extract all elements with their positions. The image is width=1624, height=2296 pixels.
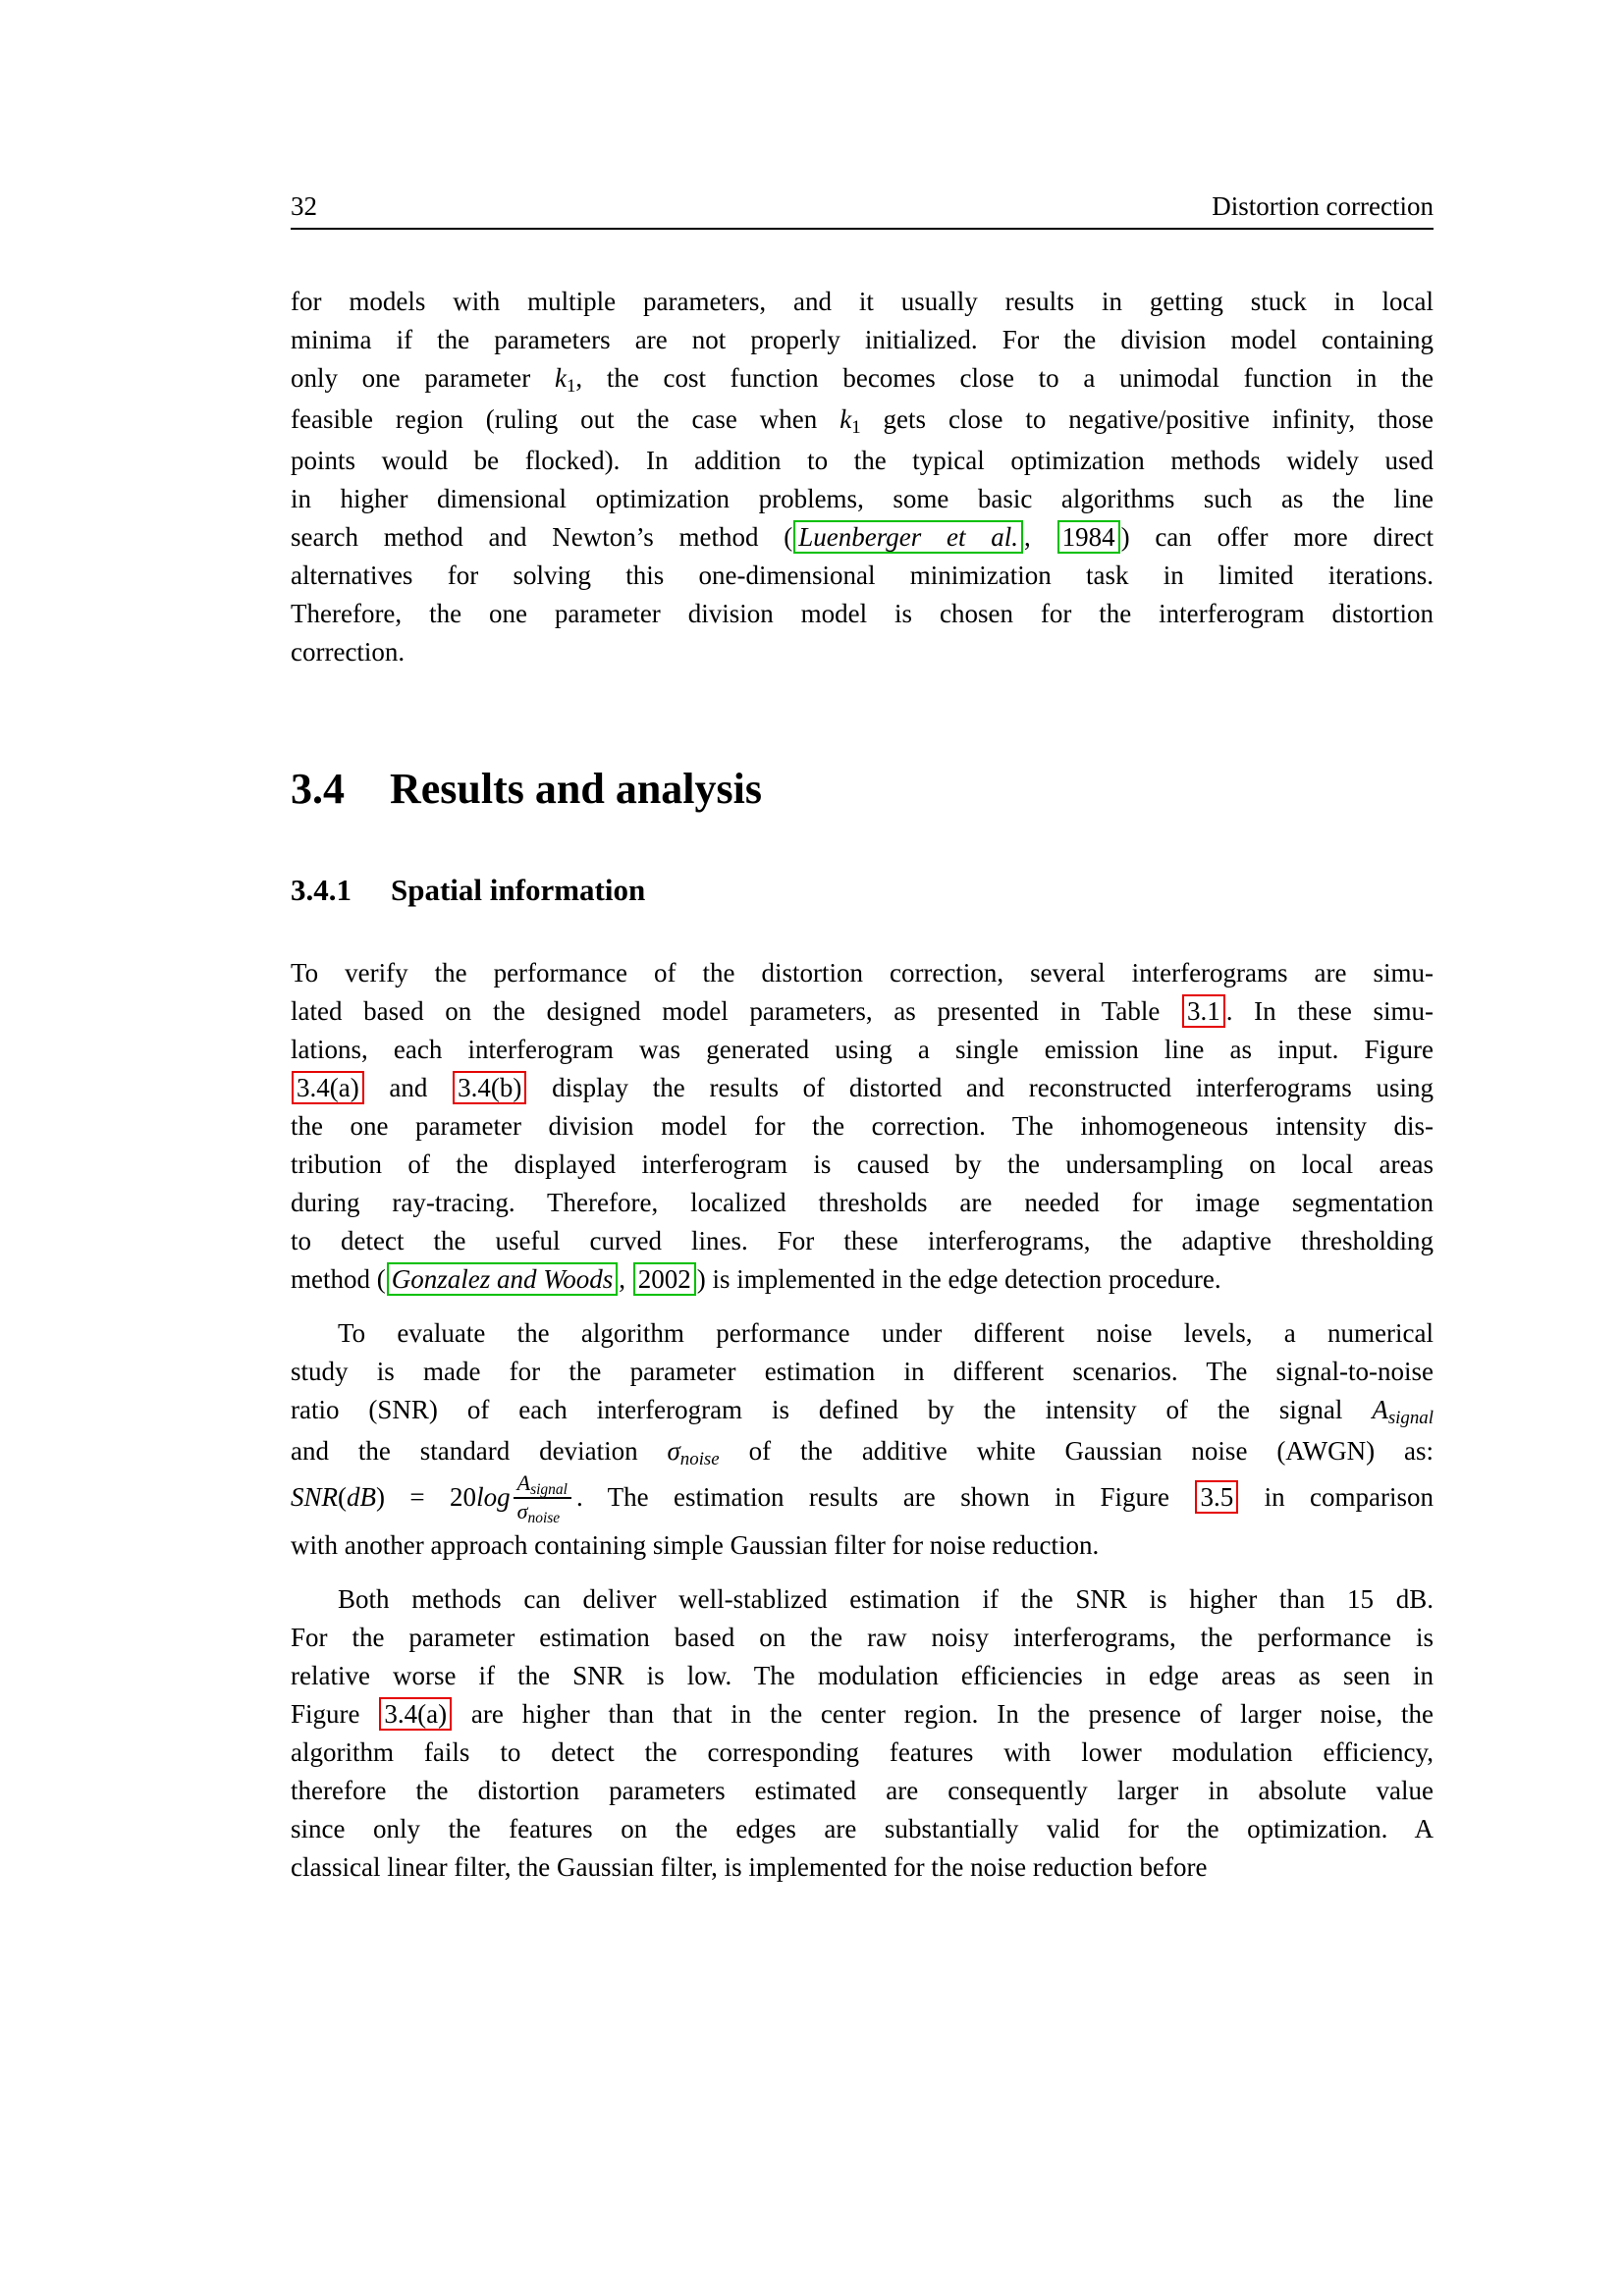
- text-run: study is made for the parameter estimation in different scenarios. The signal-to-noise: [291, 1357, 1434, 1386]
- section-title: Results and analysis: [390, 765, 763, 813]
- text-run: tribution of the displayed interferogram is caused by the undersampling on local areas: [291, 1149, 1434, 1179]
- text-run: To verify the performance of the distortion correction, several interferograms are simu-: [291, 958, 1434, 988]
- text-line: [291, 1695, 1434, 1734]
- text-run: ,: [1024, 522, 1056, 552]
- text-run: relative worse if the SNR is low. The modulation efficiencies in edge areas as seen in: [291, 1660, 1434, 1690]
- text-line: [291, 633, 1434, 671]
- text-line: [291, 1222, 1434, 1260]
- fraction-numerator: [514, 1471, 571, 1499]
- text-run: display the results of distorted and reconstructed interferograms using: [527, 1073, 1434, 1102]
- text-run: since only the features on the edges are substantially valid for the optimization. A: [291, 1813, 1434, 1843]
- text-run: and the standard deviation: [291, 1436, 668, 1466]
- section-number: 3.4: [291, 765, 345, 813]
- text-line: [291, 1314, 1434, 1353]
- text-line: [291, 1772, 1434, 1810]
- math-variable: A: [1372, 1395, 1388, 1424]
- text-run: during ray-tracing. Therefore, localized thresholds are needed for image segmentation: [291, 1188, 1434, 1217]
- paragraph: [291, 954, 1434, 1299]
- text-run: (: [338, 1482, 348, 1512]
- text-run: Both methods can deliver well-stablized estimation if the SNR is higher than 15 dB.: [338, 1583, 1434, 1614]
- text-run: gets close to negative/positive infinity, those: [860, 404, 1434, 434]
- text-run: alternatives for solving this one-dimensional minimization task in limited iterations.: [291, 561, 1434, 590]
- text-line: [291, 1146, 1434, 1184]
- citation-year-link[interactable]: 1984: [1057, 520, 1120, 554]
- math-variable: σ: [667, 1436, 680, 1466]
- text-line: [291, 557, 1434, 595]
- math-variable: SNR: [291, 1482, 339, 1512]
- text-run: search method and Newton’s method (: [291, 522, 793, 552]
- subscript: noise: [527, 1510, 561, 1527]
- math-variable: k: [839, 404, 852, 434]
- text-run: ) can offer more direct: [1120, 522, 1435, 552]
- text-run: for models with multiple parameters, and it usually results in getting stuck in local: [291, 287, 1434, 316]
- cross-reference-link[interactable]: 3.1: [1182, 994, 1225, 1028]
- running-header: [291, 191, 1434, 221]
- text-run: , the cost function becomes close to a unimodal function in the: [575, 363, 1435, 393]
- math-variable: dB: [347, 1482, 377, 1512]
- subsection-number: 3.4.1: [291, 873, 352, 907]
- text-line: [291, 595, 1434, 633]
- text-line: [291, 442, 1434, 480]
- page-number: 32: [291, 191, 317, 221]
- text-run: therefore the distortion parameters estimated are consequently larger in absolute value: [291, 1775, 1434, 1805]
- citation-link[interactable]: Luenberger et al.: [793, 520, 1023, 554]
- text-run: lated based on the designed model parameters, as presented in Table: [291, 996, 1181, 1026]
- text-line: [291, 1619, 1434, 1657]
- text-line: [291, 1107, 1434, 1146]
- text-line: [291, 954, 1434, 992]
- body-text: [291, 230, 1434, 1887]
- text-run: only one parameter: [291, 363, 555, 393]
- subscript: signal: [1387, 1408, 1434, 1429]
- text-run: minima if the parameters are not properly initialized. For the division model containing: [291, 325, 1434, 354]
- cross-reference-link[interactable]: 3.4(a): [379, 1697, 452, 1731]
- text-line: [291, 1260, 1434, 1299]
- text-line: [291, 518, 1434, 557]
- text-line: [291, 1353, 1434, 1391]
- text-column: [291, 191, 1434, 1887]
- text-run: For the parameter estimation based on the raw noisy interferograms, the performance is: [291, 1622, 1434, 1652]
- text-run: ratio (SNR) of each interferogram is defined by the intensity of the signal: [291, 1395, 1373, 1424]
- text-run: feasible region (ruling out the case when: [291, 404, 840, 434]
- text-run: . The estimation results are shown in Figure: [575, 1482, 1195, 1512]
- text-run: ) is implemented in the edge detection procedure.: [696, 1264, 1221, 1294]
- math-variable: k: [554, 363, 567, 393]
- text-line: [291, 480, 1434, 518]
- text-line: [291, 359, 1434, 400]
- text-line: [291, 1848, 1434, 1887]
- text-run: algorithm fails to detect the corresponding features with lower modulation efficiency,: [291, 1736, 1434, 1767]
- paragraph: [291, 283, 1434, 671]
- text-run: To evaluate the algorithm performance under different noise levels, a numerical: [338, 1318, 1434, 1348]
- text-run: correction.: [291, 637, 406, 667]
- text-run: Therefore, the one parameter division model is chosen for the interferogram distortion: [291, 599, 1434, 628]
- text-run: ) = 20: [376, 1482, 477, 1512]
- text-line: [291, 1580, 1434, 1619]
- subscript: noise: [679, 1449, 720, 1470]
- text-run: the one parameter division model for the correction. The inhomogeneous intensity dis-: [291, 1111, 1434, 1141]
- running-title: Distortion correction: [1212, 191, 1434, 221]
- text-run: of the additive white Gaussian noise (AWGN) as:: [719, 1436, 1434, 1466]
- text-line: [291, 1069, 1434, 1107]
- section-heading: [291, 764, 1434, 815]
- text-run: method (: [291, 1264, 386, 1294]
- text-line: [291, 1184, 1434, 1222]
- text-line: [291, 1031, 1434, 1069]
- cross-reference-link[interactable]: 3.5: [1195, 1480, 1238, 1514]
- citation-link[interactable]: Gonzalez and Woods: [387, 1262, 619, 1296]
- text-line: [291, 400, 1434, 442]
- paragraph: [291, 1580, 1434, 1887]
- subscript: 1: [566, 376, 576, 398]
- text-run: are higher than that in the center region. In the presence of larger noise, the: [453, 1698, 1434, 1729]
- text-run: to detect the useful curved lines. For these interferograms, the adaptive thresholding: [291, 1226, 1434, 1255]
- text-line: [291, 1432, 1434, 1473]
- subscript: signal: [530, 1481, 568, 1499]
- subsection-title: Spatial information: [391, 873, 646, 907]
- text-run: classical linear filter, the Gaussian filter, is implemented for the noise reduction before: [291, 1851, 1208, 1882]
- text-run: ,: [619, 1264, 632, 1294]
- text-run: and: [364, 1073, 453, 1102]
- fraction-denominator: [514, 1498, 571, 1527]
- text-run: lations, each interferogram was generated using a single emission line as input. Figure: [291, 1035, 1434, 1064]
- cross-reference-link[interactable]: 3.4(b): [453, 1071, 526, 1104]
- subsection-heading: [291, 872, 1434, 909]
- text-run: with another approach containing simple Gaussian filter for noise reduction.: [291, 1529, 1100, 1560]
- text-line: [291, 992, 1434, 1031]
- text-run: in higher dimensional optimization problems, some basic algorithms such as the line: [291, 484, 1434, 513]
- math-variable: σ: [516, 1498, 528, 1523]
- text-line: [291, 1810, 1434, 1848]
- text-run: . In these simu-: [1225, 996, 1434, 1026]
- text-line: [291, 1391, 1434, 1432]
- cross-reference-link[interactable]: 3.4(a): [292, 1071, 364, 1104]
- fraction: [514, 1470, 571, 1527]
- citation-year-link[interactable]: 2002: [633, 1262, 696, 1296]
- text-run: points would be flocked). In addition to the typical optimization methods widely used: [291, 446, 1434, 475]
- text-line: [291, 321, 1434, 359]
- math-variable: log: [476, 1482, 511, 1512]
- text-run: Figure: [291, 1698, 379, 1729]
- text-line: [291, 283, 1434, 321]
- subscript: 1: [851, 417, 861, 439]
- text-line: [291, 1526, 1434, 1565]
- math-variable: A: [516, 1470, 531, 1495]
- text-line: [291, 1657, 1434, 1695]
- text-line: [291, 1734, 1434, 1772]
- paragraph: [291, 1314, 1434, 1565]
- text-run: in comparison: [1239, 1482, 1434, 1512]
- text-line: [291, 1470, 1434, 1527]
